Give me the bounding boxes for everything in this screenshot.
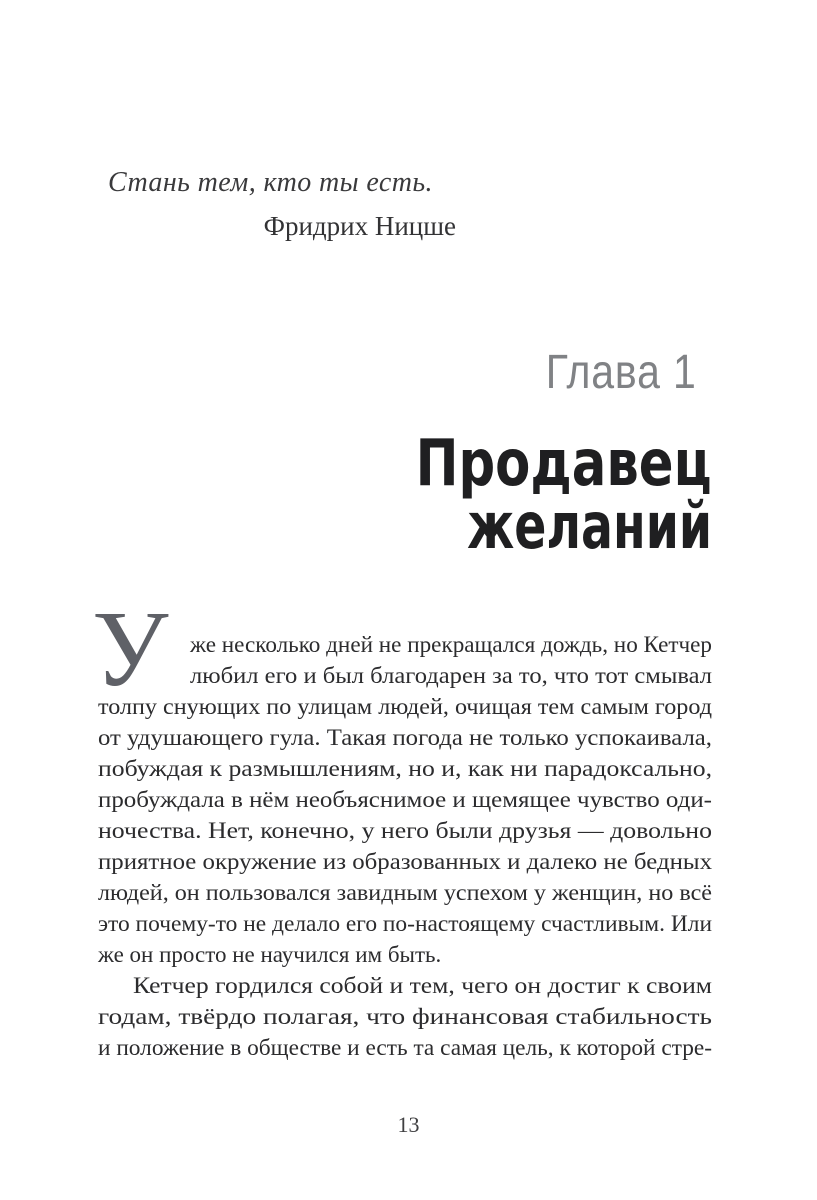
- text-line: любил его и был благодарен за то, что тот смывал: [190, 663, 712, 688]
- epigraph-quote: Стань тем, кто ты есть.: [108, 167, 433, 198]
- chapter-title: [342, 427, 712, 564]
- chapter-label: [342, 347, 697, 399]
- drop-cap: У: [92, 590, 169, 709]
- paragraph-1: [98, 629, 712, 970]
- text-line: это почему-то не делало его по-настоящему счастливым. Или: [98, 911, 712, 936]
- chapter-title-line-1: Продавец: [416, 427, 712, 501]
- text-line: людей, он пользовался завидным успехом у женщин, но всё: [98, 880, 712, 905]
- chapter-heading: [342, 346, 712, 564]
- text-line: же несколько дней не прекращался дождь, но Кетчер: [190, 632, 712, 657]
- text-line: от удушающего гула. Такая погода не только успокаивала,: [98, 725, 712, 750]
- page-number: 13: [397, 1112, 420, 1137]
- body-text: [92, 590, 712, 1063]
- epigraph-attribution: Фридрих Ницше: [263, 211, 456, 241]
- paragraph-2: [98, 970, 712, 1063]
- text-line: годам, твёрдо полагая, что финансовая стабильность: [98, 1004, 712, 1029]
- text-line: пробуждала в нём необъяснимое и щемящее чувство оди-: [98, 787, 712, 812]
- chapter-title-line-2: желаний: [467, 490, 712, 564]
- text-line: приятное окружение из образованных и далеко не бедных: [98, 849, 712, 874]
- text-line: же он просто не научился им быть.: [98, 942, 442, 967]
- text-line: и положение в обществе и есть та самая цель, к которой стре-: [98, 1035, 712, 1060]
- text-line: толпу снующих по улицам людей, очищая тем самым город: [98, 694, 712, 719]
- text-line: Кетчер гордился собой и тем, чего он достиг к своим: [133, 973, 712, 998]
- text-line: побуждая к размышлениям, но и, как ни парадоксально,: [98, 756, 712, 781]
- text-line: ночества. Нет, конечно, у него были друзья — довольно: [98, 818, 712, 843]
- epigraph: [108, 167, 456, 241]
- chapter-label-text: Глава 1: [546, 346, 697, 399]
